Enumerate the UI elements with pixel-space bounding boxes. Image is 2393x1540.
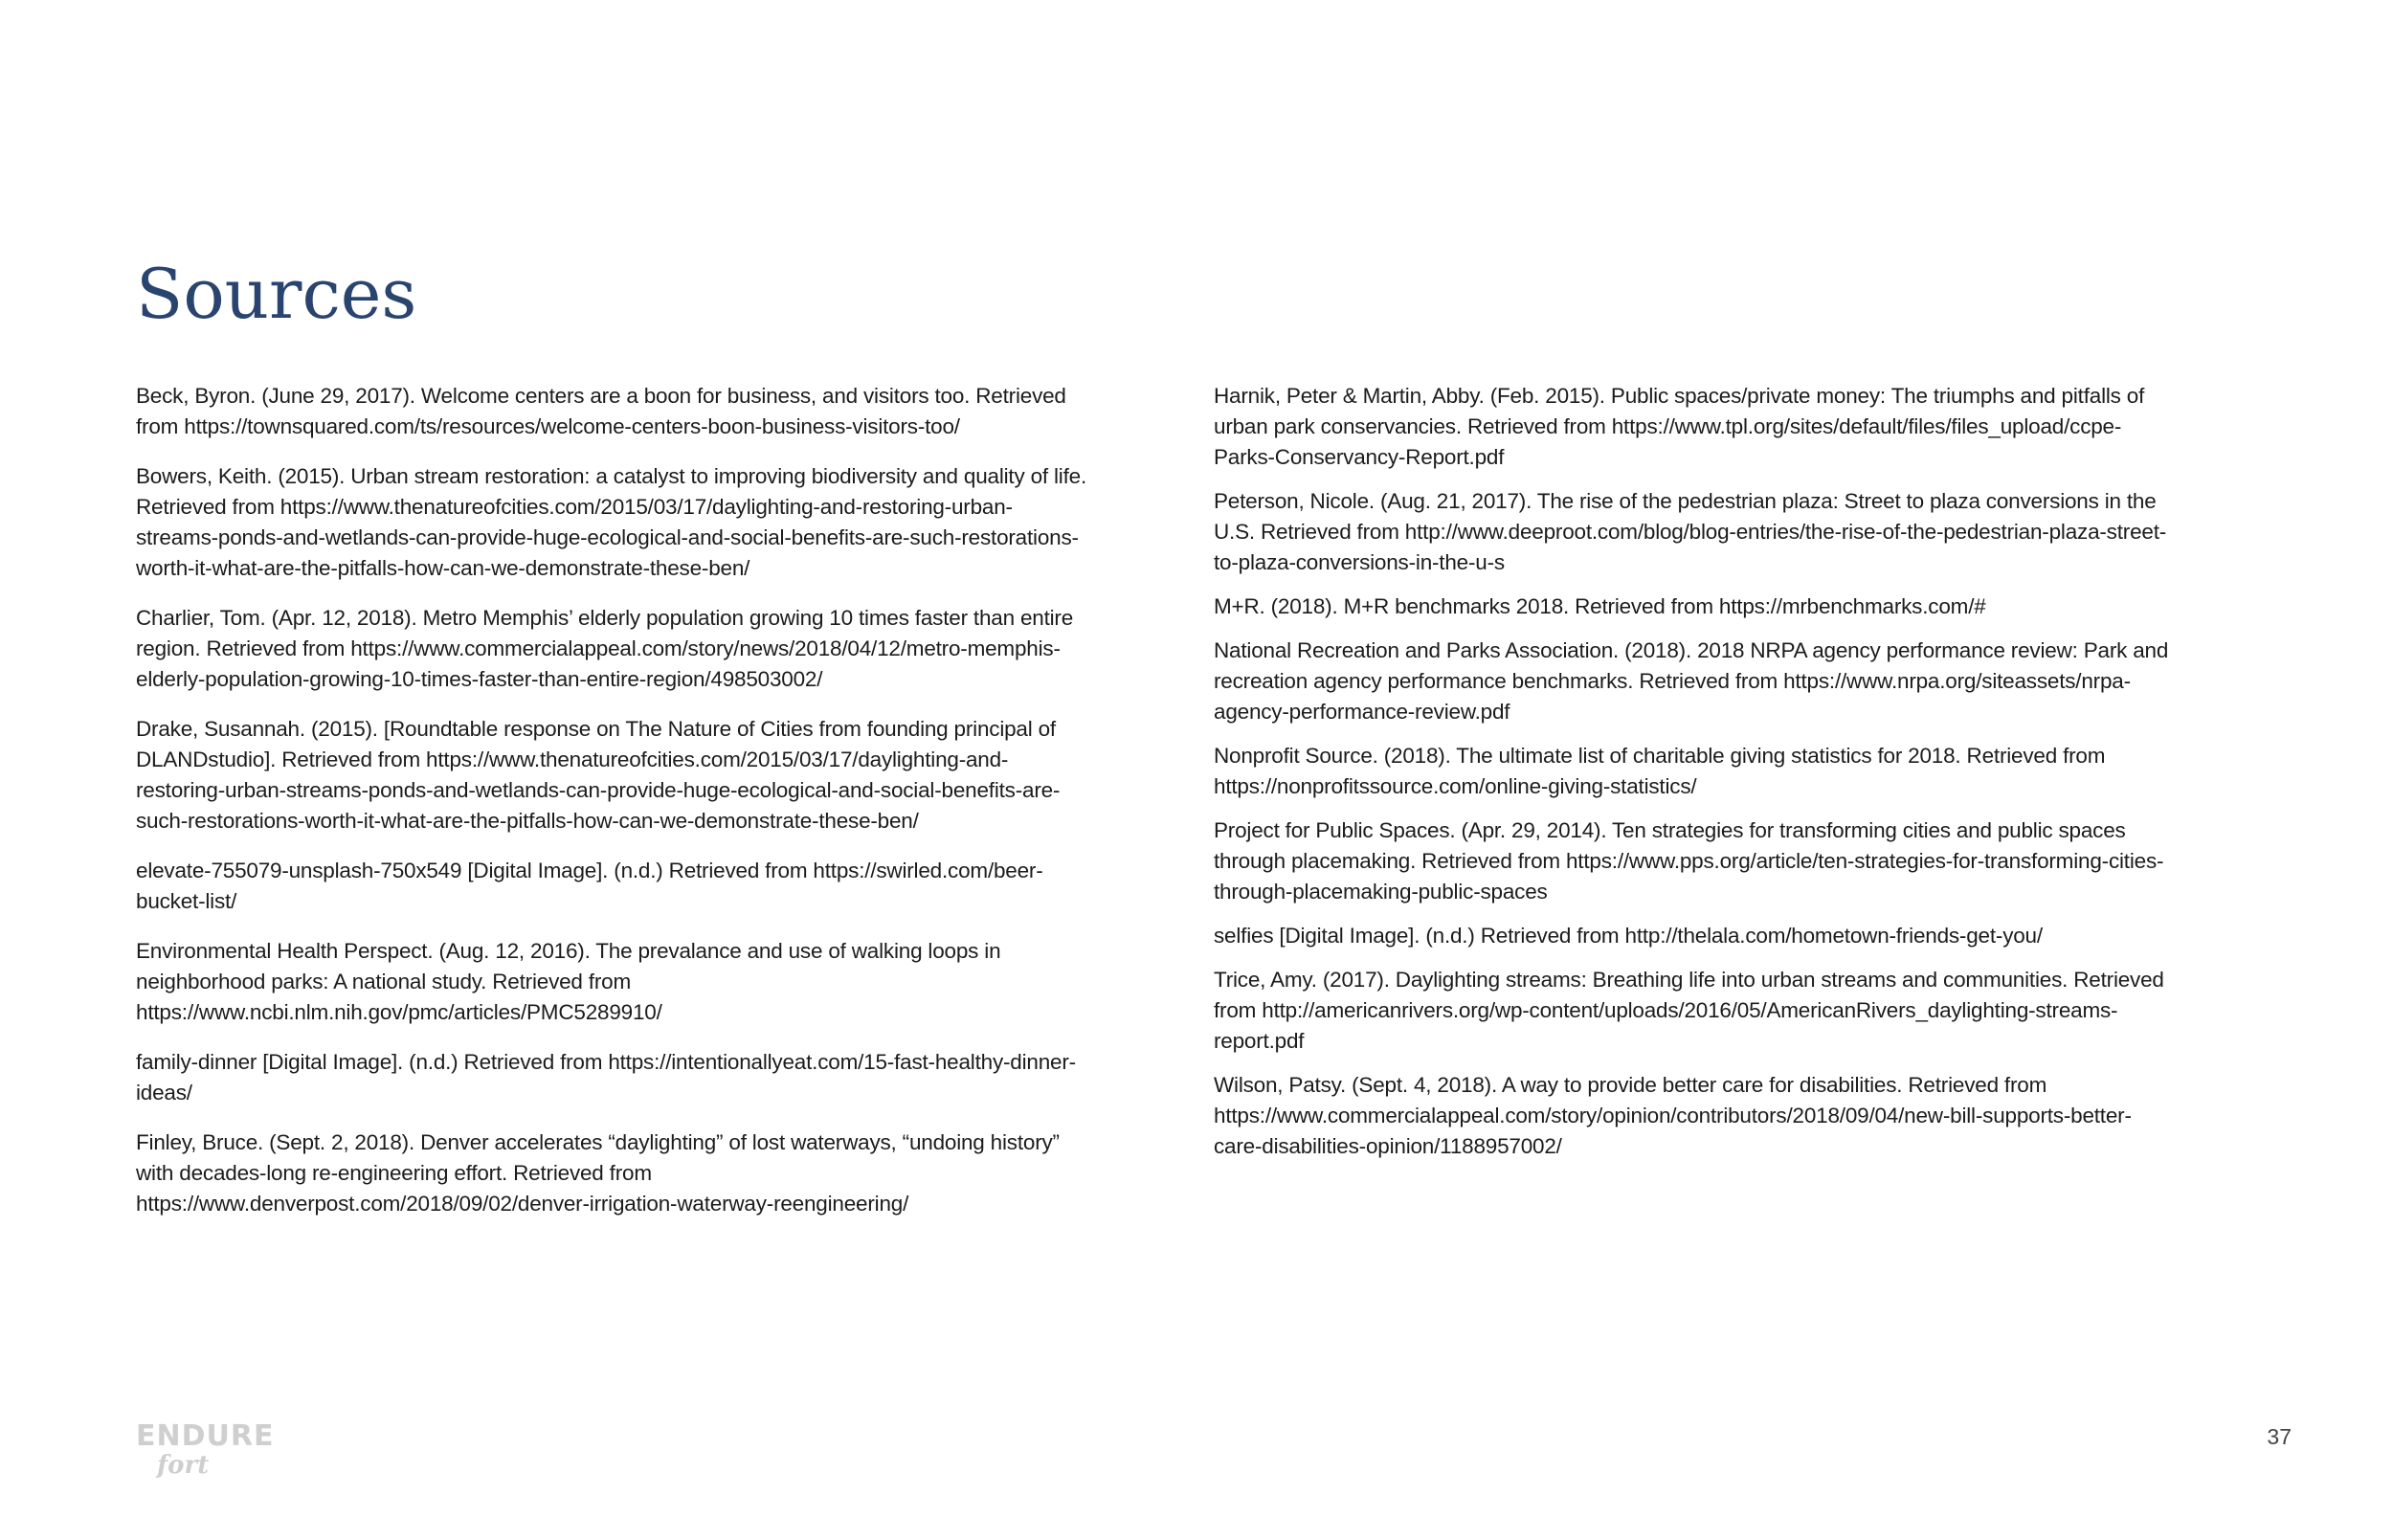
logo-wordmark-top: ENDURE <box>136 1419 275 1453</box>
source-entry: Nonprofit Source. (2018). The ultimate list of charitable giving statistics for 2018. Retrieved from https://nonprofitssource.com/online-giving-statistics/ <box>1214 744 2106 798</box>
source-entry: Beck, Byron. (June 29, 2017). Welcome centers are a boon for business, and visitors too. Retrieved from https://townsquared.com/ts/resources/welcome-centers-boon-business-visitors-too/ <box>136 384 1066 438</box>
source-entry: M+R. (2018). M+R benchmarks 2018. Retrieved from https://mrbenchmarks.com/# <box>1214 594 1986 618</box>
source-entry: Drake, Susannah. (2015). [Roundtable response on The Nature of Cities from founding principal of DLANDstudio]. Retrieved from https://www.thenatureofcities.com/2015/03/17/daylighting-and-restoring-urban-streams-ponds-and-wetlands-can-provide-huge-ecological-and-social-benefits-are-such-restorations-worth-it-what-are-the-pitfalls-how-can-we-demonstrate-these-ben/ <box>136 717 1061 833</box>
source-entry: Peterson, Nicole. (Aug. 21, 2017). The rise of the pedestrian plaza: Street to plaza conversions in the U.S. Retrieved from http://www.deeproot.com/blog/blog-entries/the-rise-of-the-pedestrian-plaza-street-to-plaza-conversions-in-the-u-s <box>1214 489 2167 574</box>
source-entry: National Recreation and Parks Association. (2018). 2018 NRPA agency performance review: Park and recreation agency performance benchmarks. Retrieved from https://www.nrpa.org/siteassets/nrpa-agency-performance-review.pdf <box>1214 638 2169 724</box>
source-entry: Wilson, Patsy. (Sept. 4, 2018). A way to provide better care for disabilities. Retrieved from https://www.commercialappeal.com/story/opinion/contributors/2018/09/04/new-bill-supports-better-care-disabilities-opinion/1188957002/ <box>1214 1073 2132 1158</box>
sources-left-column <box>136 381 1093 1239</box>
source-entry: Bowers, Keith. (2015). Urban stream restoration: a catalyst to improving biodiversity and quality of life. Retrieved from https://www.thenatureofcities.com/2015/03/17/daylighting-and-restoring-urban-streams-ponds-and-wetlands-can-provide-huge-ecological-and-social-benefits-are-such-restorations-worth-it-what-are-the-pitfalls-how-can-we-demonstrate-these-ben/ <box>136 464 1087 580</box>
endure-fort-logo <box>136 1419 275 1487</box>
sources-right-column <box>1214 381 2171 1175</box>
source-entry: Finley, Bruce. (Sept. 2, 2018). Denver accelerates “daylighting” of lost waterways, “undoing history” with decades-long re-engineering effort. Retrieved from https://www.denverpost.com/2018/09/02/denver-irrigation-waterway-reengineering/ <box>136 1130 1060 1216</box>
source-entry: Charlier, Tom. (Apr. 12, 2018). Metro Memphis’ elderly population growing 10 times faster than entire region. Retrieved from https://www.commercialappeal.com/story/news/2018/04/12/metro-memphis-elderly-population-growing-10-times-faster-than-entire-region/498503002/ <box>136 606 1074 691</box>
logo-wordmark-bottom: fort <box>157 1451 210 1480</box>
source-entry: selfies [Digital Image]. (n.d.) Retrieved from http://thelala.com/hometown-friends-get-you/ <box>1214 924 2043 948</box>
source-entry: Trice, Amy. (2017). Daylighting streams: Breathing life into urban streams and communities. Retrieved from http://americanrivers.org/wp-content/uploads/2016/05/AmericanRivers_daylighting-streams-report.pdf <box>1214 968 2164 1053</box>
page-title: Sources <box>136 254 417 334</box>
source-entry: family-dinner [Digital Image]. (n.d.) Retrieved from https://intentionallyeat.com/15-fast-healthy-dinner-ideas/ <box>136 1050 1076 1105</box>
source-entry: Harnik, Peter & Martin, Abby. (Feb. 2015). Public spaces/private money: The triumphs and pitfalls of urban park conservancies. Retrieved from https://www.tpl.org/sites/default/files/files_upload/ccpe-Parks-Conservancy-Report.pdf <box>1214 384 2145 469</box>
source-entry: elevate-755079-unsplash-750x549 [Digital Image]. (n.d.) Retrieved from https://swirled.com/beer-bucket-list/ <box>136 859 1043 913</box>
source-entry: Project for Public Spaces. (Apr. 29, 2014). Ten strategies for transforming cities and public spaces through placemaking. Retrieved from https://www.pps.org/article/ten-strategies-for-transforming-cities-through-placemaking-public-spaces <box>1214 818 2164 904</box>
page-number: 37 <box>2267 1424 2292 1449</box>
source-entry: Environmental Health Perspect. (Aug. 12, 2016). The prevalance and use of walking loops in neighborhood parks: A national study. Retrieved from https://www.ncbi.nlm.nih.gov/pmc/articles/PMC5289910/ <box>136 939 1001 1024</box>
